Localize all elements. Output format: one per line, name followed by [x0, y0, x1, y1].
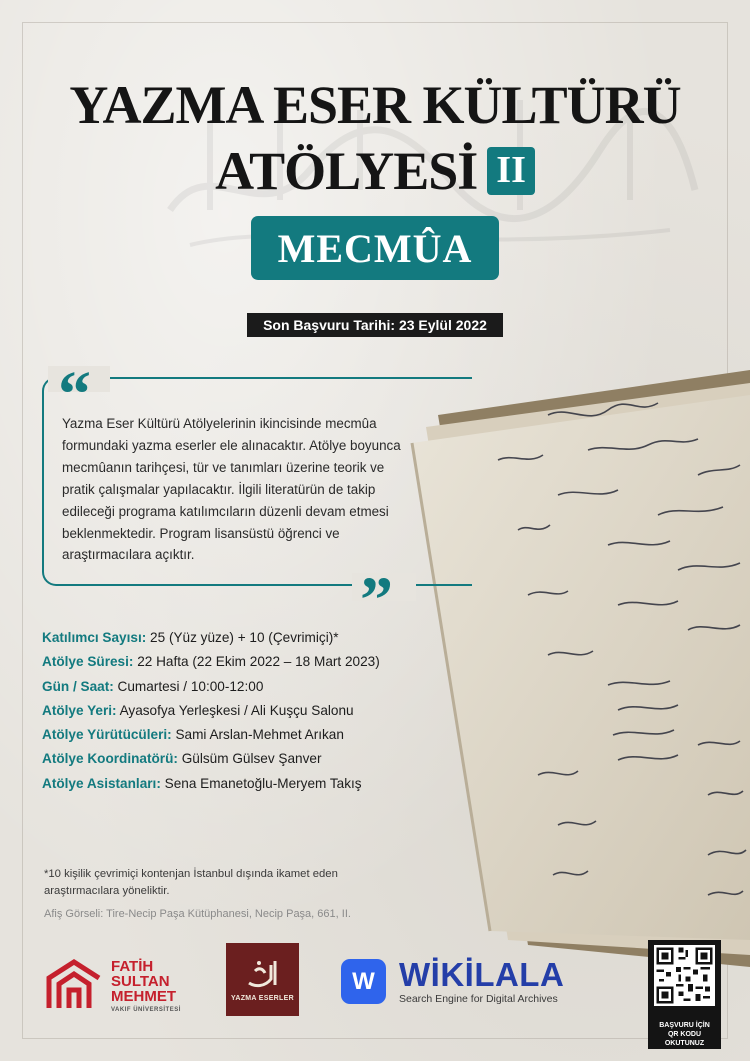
subject-badge: MECMÛA [251, 216, 499, 280]
detail-duration: Atölye Süresi: 22 Hafta (22 Ekim 2022 – 18 Mart 2023) [42, 654, 380, 670]
fsm-name-line2: SULTAN [111, 972, 170, 990]
fsm-subtitle: VAKIF ÜNİVERSİTESİ [111, 1006, 181, 1013]
wikilala-app-icon: W [341, 959, 386, 1004]
edition-badge: II [487, 147, 535, 195]
fsm-name-line3: MEHMET [111, 987, 176, 1005]
closing-quote-icon: ” [360, 564, 393, 637]
workshop-title-word: ATÖLYESİ [215, 141, 478, 201]
wikilala-tagline: Search Engine for Digital Archives [399, 993, 558, 1005]
fsm-name-line1: FATİH [111, 957, 154, 975]
workshop-title-line2 [0, 140, 750, 202]
application-qr-block [648, 940, 721, 1049]
fsm-emblem-icon [43, 958, 105, 1013]
detail-location: Atölye Yeri: Ayasofya Yerleşkesi / Ali Kuşçu Salonu [42, 702, 354, 718]
yazma-eserler-emblem-icon [245, 957, 281, 991]
detail-day-time: Gün / Saat: Cumartesi / 10:00-12:00 [42, 678, 264, 694]
qr-code-icon[interactable] [654, 945, 715, 1006]
detail-participants: Katılımcı Sayısı: 25 (Yüz yüze) + 10 (Çevrimiçi)* [42, 630, 339, 645]
online-quota-note: *10 kişilik çevrimiçi kontenjan İstanbul dışında ikamet eden araştırmacılara yöneliktir. [44, 868, 338, 897]
deadline-banner: Son Başvuru Tarihi: 23 Eylül 2022 [247, 313, 503, 337]
yazma-eserler-logo [226, 943, 299, 1016]
workshop-description: Yazma Eser Kültürü Atölyelerinin ikincisinde mecmûa formundaki yazma eserler ele alınacaktır. Atölye boyunca mecmûanın tarihçesi, tür ve tanımları üzerine teorik ve pratik çalışmalar yapılacaktır. İlgili literatürün de takip edileceği programa katılımcıların düzenli devam etmesi beklenmektedir. Program lisansüstü öğrenci ve araştırmacılara açıktır. [62, 416, 401, 563]
detail-coordinator: Atölye Koordinatörü: Gülsüm Gülsev Şanver [42, 751, 322, 767]
workshop-title-line1: YAZMA ESER KÜLTÜRÜ [69, 75, 681, 135]
yazma-eserler-title: YAZMA ESERLER [231, 995, 294, 1002]
workshop-details [42, 626, 462, 796]
wikilala-logo [341, 958, 564, 1005]
image-credit: Afiş Görseli: Tire-Necip Paşa Kütüphanesi, Necip Paşa, 661, II. [44, 908, 351, 920]
fsm-university-logo [43, 958, 181, 1013]
detail-instructors: Atölye Yürütücüleri: Sami Arslan-Mehmet Arıkan [42, 727, 344, 743]
qr-caption: BAŞVURU İÇİN QR KODU OKUTUNUZ [659, 1022, 710, 1047]
detail-assistants: Atölye Asistanları: Sena Emanetoğlu-Meryem Takış [42, 775, 362, 791]
wikilala-name: WİKİLALA [399, 956, 565, 993]
opening-quote-icon: “ [58, 358, 91, 431]
